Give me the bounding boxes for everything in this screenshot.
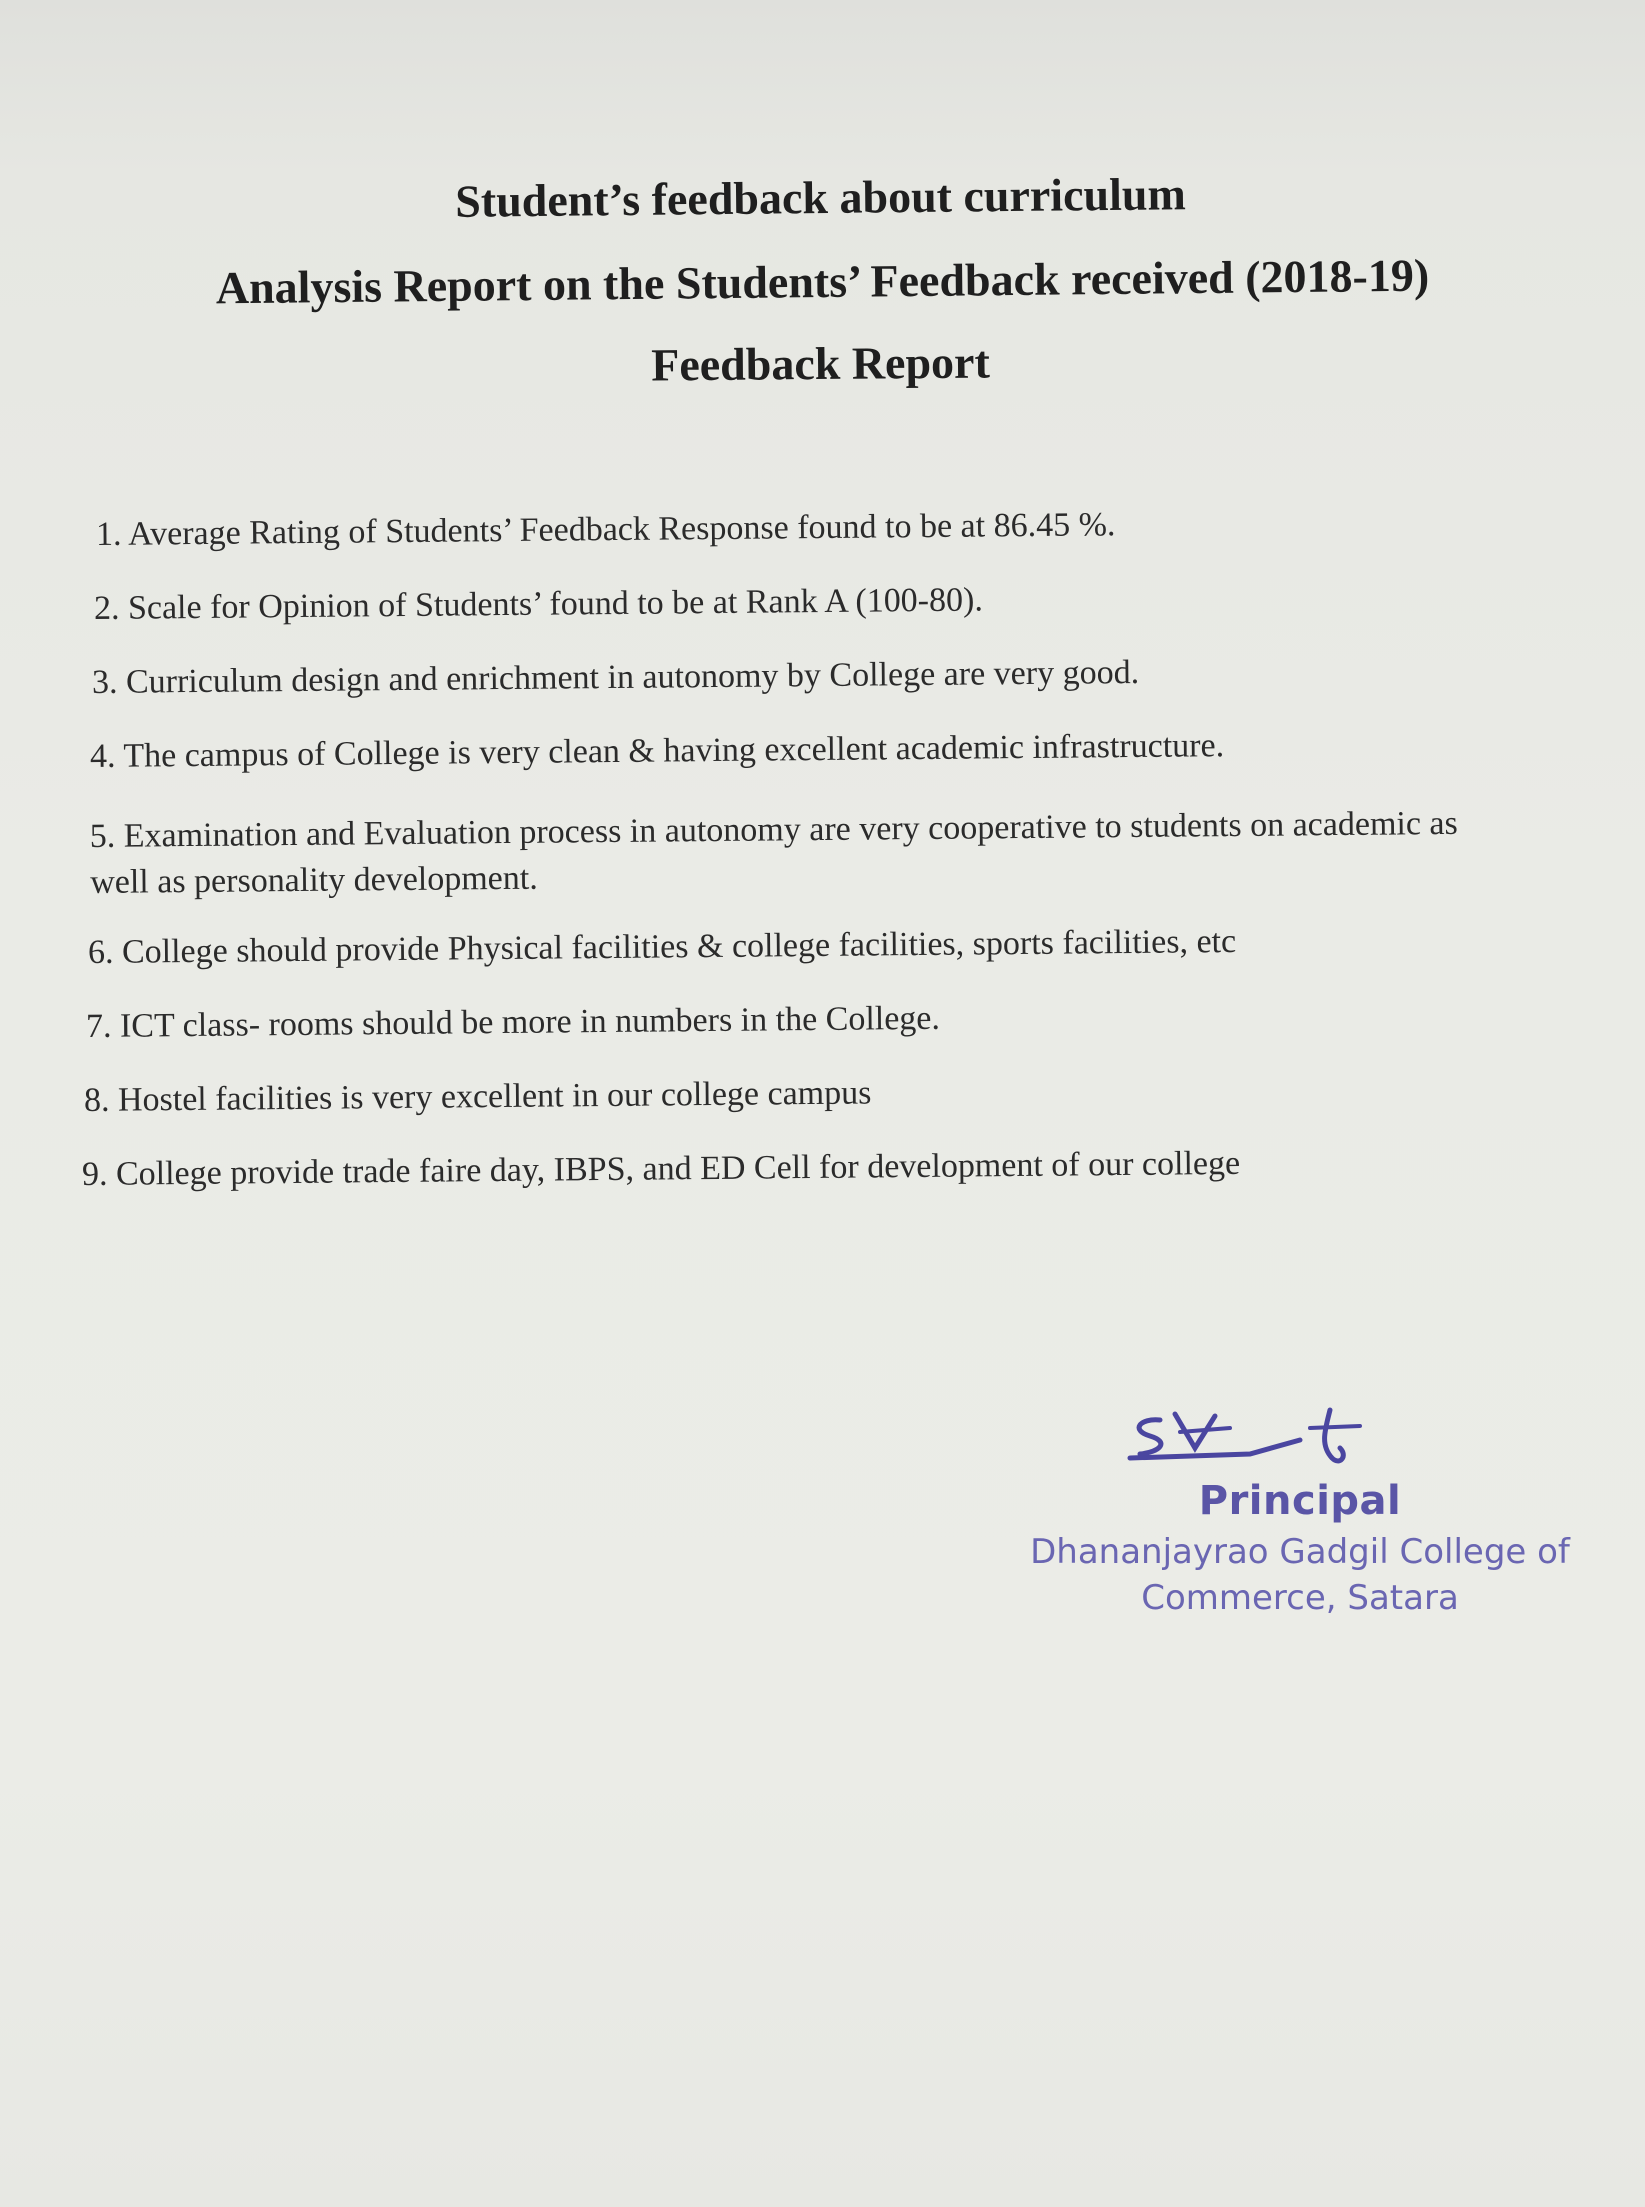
signature-mark [1120, 1400, 1380, 1480]
stamp-line-1: Dhananjayrao Gadgil College of [1030, 1532, 1570, 1572]
document-heading: Feedback Report [650, 336, 990, 391]
document-title: Student’s feedback about curriculum [454, 168, 1186, 227]
list-item: 3. Curriculum design and enrichment in autonomy by College are very good. [91, 653, 1140, 701]
list-item: 8. Hostel facilities is very excellent in our college campus [83, 1074, 872, 1119]
document-subtitle: Analysis Report on the Students’ Feedback received (2018-19) [215, 249, 1430, 314]
stamp-line-2: Commerce, Satara [1141, 1578, 1459, 1618]
list-item: 4. The campus of College is very clean & having excellent academic infrastructure. [89, 727, 1225, 775]
list-item: 2. Scale for Opinion of Students’ found to be at Rank A (100-80). [93, 581, 984, 627]
list-item: 9. College provide trade faire day, IBPS, and ED Cell for development of our college [81, 1144, 1241, 1193]
list-item: 7. ICT class- rooms should be more in numbers in the College. [85, 999, 941, 1045]
list-item: 5. Examination and Evaluation process in autonomy are very cooperative to students on academic as well as personality development. [89, 804, 1458, 901]
stamp-title: Principal [1198, 1478, 1402, 1524]
list-item: 6. College should provide Physical facilities & college facilities, sports facilities, etc [87, 922, 1237, 971]
list-item: 1. Average Rating of Students’ Feedback Response found to be at 86.45 %. [95, 506, 1116, 553]
